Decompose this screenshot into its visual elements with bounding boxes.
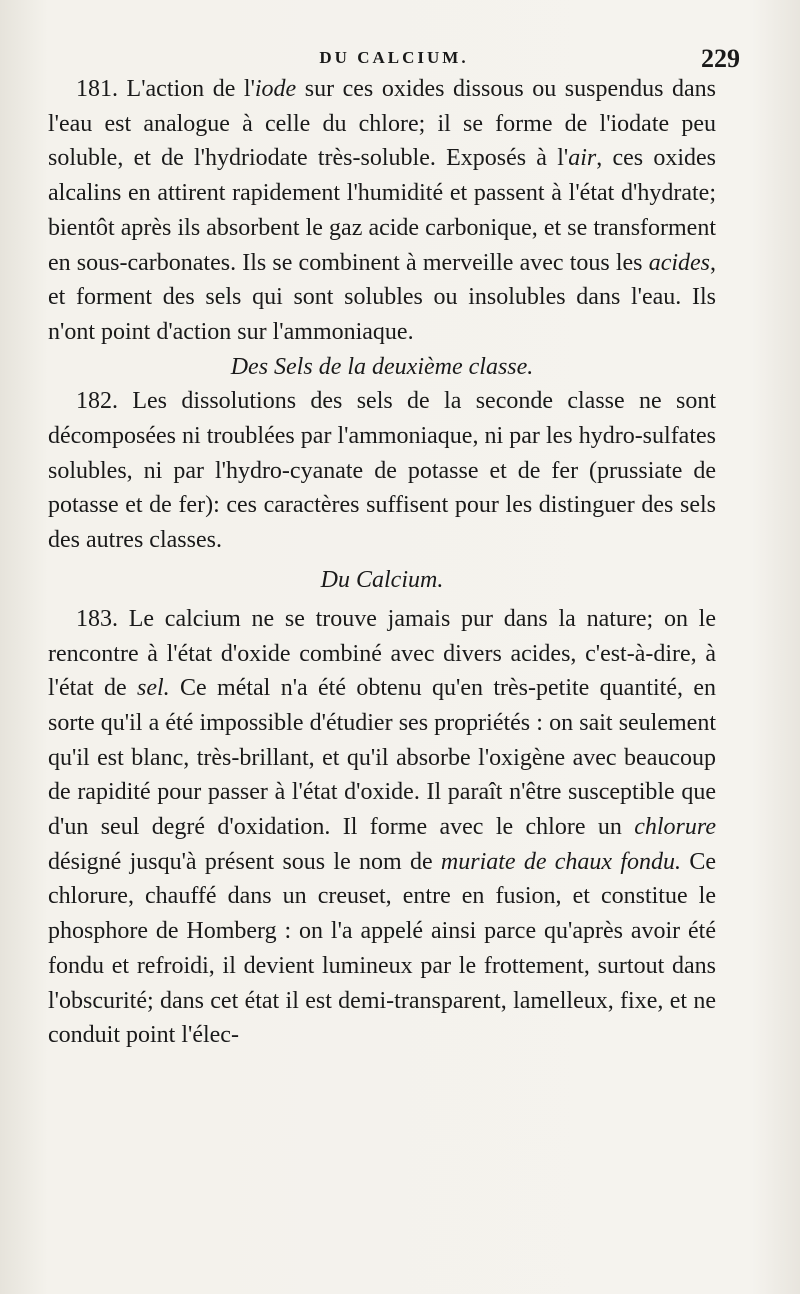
paragraph-183 bbox=[48, 602, 716, 1053]
italic-term-air: air bbox=[568, 145, 597, 172]
paragraph-182 bbox=[48, 384, 716, 558]
paragraph-number: 183. bbox=[76, 605, 118, 632]
paragraph-181 bbox=[48, 72, 716, 350]
italic-term-muriate: muriate de chaux fondu. bbox=[440, 848, 682, 875]
paragraph-number: 181. bbox=[76, 76, 118, 102]
paragraph-number: 182. bbox=[76, 388, 118, 415]
text-run: , et forment des sels qui sont solubles ou insolubles dans l'eau. Ils n'ont point d'action sur l'ammoniaque. bbox=[48, 249, 716, 345]
text-run: , ces oxides alcalins en attirent rapidement l'humidité et passent à l'état d'hydrate; bientôt après ils absorbent le gaz acide carbonique, et se transforment en sous-carbonates. Ils se combinent à merveille avec tous les bbox=[48, 145, 716, 276]
text-run: Ce métal n'a été obtenu qu'en très-petite quantité, en sorte qu'il a été impossible d'étudier ses propriétés : on sait seulement qu'il est blanc, très-brillant, et qu'il absorbe l'oxigène avec beaucoup de rapidité pour passer à l'état d'oxide. Il paraît n'être susceptible que d'un seul degré d'oxidation. Il forme avec le chlore un bbox=[48, 675, 716, 841]
italic-term-sel: sel. bbox=[137, 675, 170, 702]
text-run: Ce chlorure, chauffé dans un creuset, entre en fusion, et constitue le phosphore de Homberg : on l'a appelé ainsi parce qu'après avoir été fondu et refroidi, il devient lumineux par le frottement, surtout dans l'obscurité; dans cet état il est demi-transparent, lamelleux, fixe, et ne conduit point l'élec- bbox=[48, 848, 716, 1049]
page-number: 229 bbox=[701, 44, 740, 73]
text-run: sur ces oxides dissous ou suspendus dans l'eau est analogue à celle du chlore; il se forme de l'iodate peu soluble, et de l'hydriodate très-soluble. Exposés à l' bbox=[48, 76, 716, 172]
section-heading-calcium: Du Calcium. bbox=[320, 566, 444, 593]
italic-term-acides: acides bbox=[648, 249, 710, 276]
text-run: Le calcium ne se trouve jamais pur dans la nature; on le rencontre à l'état d'oxide combiné avec divers acides, c'est-à-dire, à l'état de bbox=[48, 605, 716, 702]
body-text bbox=[48, 72, 716, 1053]
text-run: L'action de l' bbox=[118, 76, 255, 102]
text-run: Les dissolutions des sels de la seconde classe ne sont décomposées ni troublées par l'ammoniaque, ni par les hydro-sulfates solubles, ni par l'hydro-cyanate de potasse et de fer (prussiate de potasse et de fer): ces caractères suffisent pour les distinguer des sels des autres classes. bbox=[48, 388, 716, 554]
section-heading-sels: Des Sels de la deuxième classe. bbox=[230, 353, 534, 380]
italic-term-iode: iode bbox=[254, 76, 297, 102]
running-title: DU CALCIUM. bbox=[319, 48, 469, 67]
text-run: désigné jusqu'à présent sous le nom de bbox=[48, 848, 441, 875]
italic-term-chlorure: chlorure bbox=[634, 814, 716, 841]
